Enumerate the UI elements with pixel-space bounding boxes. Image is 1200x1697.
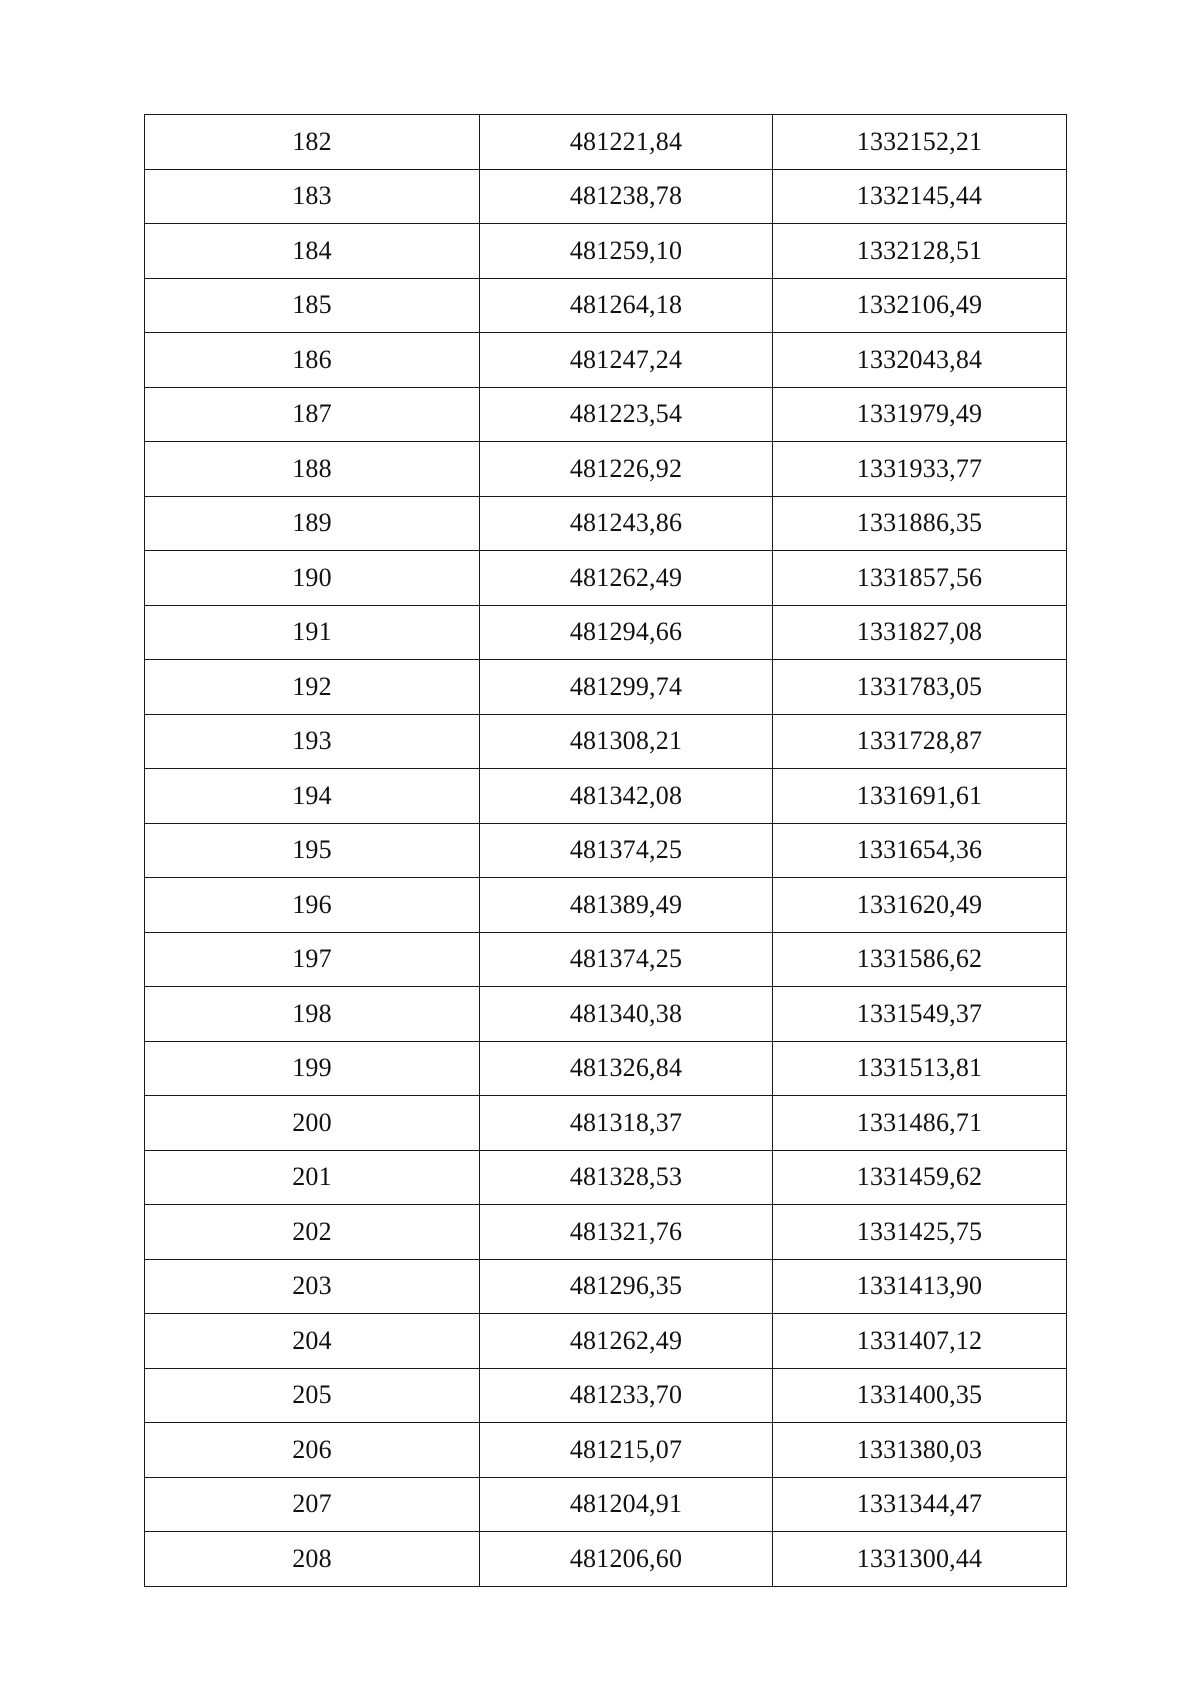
table-row <box>145 496 1067 551</box>
x-coordinate-cell: 481226,92 <box>480 442 773 497</box>
y-coordinate-cell: 1331620,49 <box>773 878 1067 933</box>
point-number-cell: 206 <box>145 1423 480 1478</box>
y-coordinate-cell: 1331783,05 <box>773 660 1067 715</box>
point-number-cell: 193 <box>145 714 480 769</box>
x-coordinate-cell: 481264,18 <box>480 278 773 333</box>
table-row <box>145 823 1067 878</box>
point-number-cell: 189 <box>145 496 480 551</box>
table-row <box>145 1150 1067 1205</box>
x-coordinate-cell: 481221,84 <box>480 115 773 170</box>
table-row <box>145 605 1067 660</box>
x-coordinate-cell: 481321,76 <box>480 1205 773 1260</box>
point-number-cell: 205 <box>145 1368 480 1423</box>
y-coordinate-cell: 1331586,62 <box>773 932 1067 987</box>
y-coordinate-cell: 1331857,56 <box>773 551 1067 606</box>
table-row <box>145 1314 1067 1369</box>
point-number-cell: 184 <box>145 224 480 279</box>
x-coordinate-cell: 481328,53 <box>480 1150 773 1205</box>
x-coordinate-cell: 481296,35 <box>480 1259 773 1314</box>
y-coordinate-cell: 1332128,51 <box>773 224 1067 279</box>
y-coordinate-cell: 1332043,84 <box>773 333 1067 388</box>
point-number-cell: 194 <box>145 769 480 824</box>
point-number-cell: 197 <box>145 932 480 987</box>
y-coordinate-cell: 1331400,35 <box>773 1368 1067 1423</box>
x-coordinate-cell: 481374,25 <box>480 932 773 987</box>
x-coordinate-cell: 481238,78 <box>480 169 773 224</box>
table-row <box>145 878 1067 933</box>
point-number-cell: 199 <box>145 1041 480 1096</box>
y-coordinate-cell: 1331344,47 <box>773 1477 1067 1532</box>
table-row <box>145 1041 1067 1096</box>
x-coordinate-cell: 481247,24 <box>480 333 773 388</box>
coordinates-table-body <box>145 115 1067 1587</box>
y-coordinate-cell: 1331654,36 <box>773 823 1067 878</box>
point-number-cell: 183 <box>145 169 480 224</box>
point-number-cell: 201 <box>145 1150 480 1205</box>
point-number-cell: 204 <box>145 1314 480 1369</box>
table-row <box>145 1259 1067 1314</box>
point-number-cell: 198 <box>145 987 480 1042</box>
y-coordinate-cell: 1331407,12 <box>773 1314 1067 1369</box>
table-row <box>145 551 1067 606</box>
table-row <box>145 115 1067 170</box>
y-coordinate-cell: 1332152,21 <box>773 115 1067 170</box>
y-coordinate-cell: 1331549,37 <box>773 987 1067 1042</box>
table-row <box>145 333 1067 388</box>
table-row <box>145 278 1067 333</box>
x-coordinate-cell: 481215,07 <box>480 1423 773 1478</box>
point-number-cell: 187 <box>145 387 480 442</box>
y-coordinate-cell: 1332106,49 <box>773 278 1067 333</box>
y-coordinate-cell: 1331979,49 <box>773 387 1067 442</box>
point-number-cell: 202 <box>145 1205 480 1260</box>
point-number-cell: 200 <box>145 1096 480 1151</box>
y-coordinate-cell: 1331300,44 <box>773 1532 1067 1587</box>
table-row <box>145 1368 1067 1423</box>
point-number-cell: 203 <box>145 1259 480 1314</box>
table-row <box>145 1096 1067 1151</box>
y-coordinate-cell: 1331691,61 <box>773 769 1067 824</box>
x-coordinate-cell: 481326,84 <box>480 1041 773 1096</box>
x-coordinate-cell: 481259,10 <box>480 224 773 279</box>
y-coordinate-cell: 1332145,44 <box>773 169 1067 224</box>
y-coordinate-cell: 1331827,08 <box>773 605 1067 660</box>
point-number-cell: 191 <box>145 605 480 660</box>
x-coordinate-cell: 481294,66 <box>480 605 773 660</box>
x-coordinate-cell: 481340,38 <box>480 987 773 1042</box>
table-row <box>145 442 1067 497</box>
x-coordinate-cell: 481299,74 <box>480 660 773 715</box>
point-number-cell: 208 <box>145 1532 480 1587</box>
table-row <box>145 169 1067 224</box>
y-coordinate-cell: 1331413,90 <box>773 1259 1067 1314</box>
table-row <box>145 1205 1067 1260</box>
x-coordinate-cell: 481243,86 <box>480 496 773 551</box>
x-coordinate-cell: 481223,54 <box>480 387 773 442</box>
y-coordinate-cell: 1331459,62 <box>773 1150 1067 1205</box>
x-coordinate-cell: 481204,91 <box>480 1477 773 1532</box>
table-row <box>145 987 1067 1042</box>
y-coordinate-cell: 1331933,77 <box>773 442 1067 497</box>
x-coordinate-cell: 481342,08 <box>480 769 773 824</box>
x-coordinate-cell: 481262,49 <box>480 1314 773 1369</box>
point-number-cell: 207 <box>145 1477 480 1532</box>
table-row <box>145 1477 1067 1532</box>
y-coordinate-cell: 1331486,71 <box>773 1096 1067 1151</box>
point-number-cell: 188 <box>145 442 480 497</box>
x-coordinate-cell: 481389,49 <box>480 878 773 933</box>
table-row <box>145 660 1067 715</box>
y-coordinate-cell: 1331513,81 <box>773 1041 1067 1096</box>
y-coordinate-cell: 1331886,35 <box>773 496 1067 551</box>
x-coordinate-cell: 481206,60 <box>480 1532 773 1587</box>
y-coordinate-cell: 1331380,03 <box>773 1423 1067 1478</box>
point-number-cell: 192 <box>145 660 480 715</box>
x-coordinate-cell: 481262,49 <box>480 551 773 606</box>
table-row <box>145 769 1067 824</box>
table-row <box>145 1532 1067 1587</box>
y-coordinate-cell: 1331425,75 <box>773 1205 1067 1260</box>
x-coordinate-cell: 481318,37 <box>480 1096 773 1151</box>
table-row <box>145 714 1067 769</box>
x-coordinate-cell: 481374,25 <box>480 823 773 878</box>
y-coordinate-cell: 1331728,87 <box>773 714 1067 769</box>
table-row <box>145 1423 1067 1478</box>
point-number-cell: 196 <box>145 878 480 933</box>
table-row <box>145 387 1067 442</box>
point-number-cell: 185 <box>145 278 480 333</box>
table-row <box>145 932 1067 987</box>
x-coordinate-cell: 481233,70 <box>480 1368 773 1423</box>
table-row <box>145 224 1067 279</box>
point-number-cell: 182 <box>145 115 480 170</box>
coordinates-table <box>144 114 1067 1587</box>
x-coordinate-cell: 481308,21 <box>480 714 773 769</box>
point-number-cell: 190 <box>145 551 480 606</box>
point-number-cell: 186 <box>145 333 480 388</box>
point-number-cell: 195 <box>145 823 480 878</box>
